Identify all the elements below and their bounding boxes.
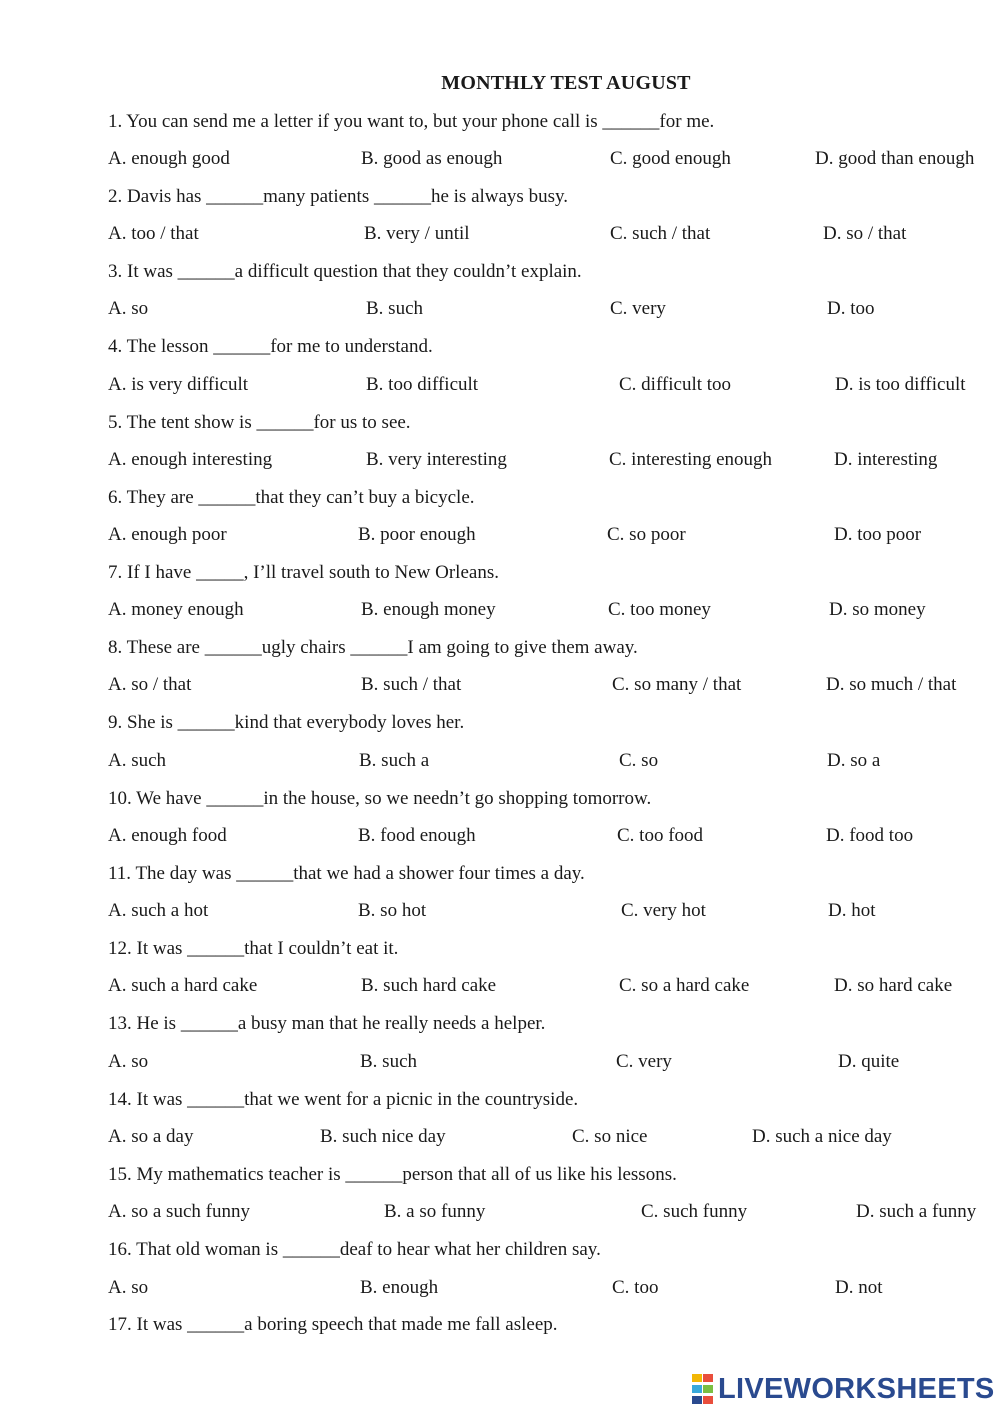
page-title: MONTHLY TEST AUGUST [441, 72, 691, 94]
question-14-option-a: A. so a day [108, 1126, 194, 1147]
question-16-option-a: A. so [108, 1277, 149, 1298]
question-11-option-b: B. so hot [358, 900, 427, 921]
question-13-option-c: C. very [616, 1051, 672, 1072]
question-2-option-c: C. such / that [610, 223, 711, 244]
question-2-option-a: A. too / that [108, 223, 199, 244]
question-11: 11. The day was ______that we had a shower four times a day. [108, 863, 585, 884]
question-7-option-a: A. money enough [108, 599, 244, 620]
question-10-option-a: A. enough food [108, 825, 227, 846]
question-13-option-d: D. quite [838, 1051, 900, 1072]
question-3-option-b: B. such [366, 298, 423, 319]
question-6-option-c: C. so poor [607, 524, 686, 545]
question-15: 15. My mathematics teacher is ______person that all of us like his lessons. [108, 1164, 677, 1185]
question-14-option-b: B. such nice day [320, 1126, 446, 1147]
question-3: 3. It was ______a difficult question that they couldn’t explain. [108, 261, 582, 282]
question-17: 17. It was ______a boring speech that made me fall asleep. [108, 1314, 558, 1335]
question-5-option-c: C. interesting enough [609, 449, 773, 470]
question-8-option-d: D. so much / that [826, 674, 957, 695]
question-14-option-d: D. such a nice day [752, 1126, 892, 1147]
question-1-option-c: C. good enough [610, 148, 731, 169]
question-5: 5. The tent show is ______for us to see. [108, 412, 411, 433]
question-16-option-c: C. too [612, 1277, 659, 1298]
question-2-option-b: B. very / until [364, 223, 470, 244]
question-5-option-b: B. very interesting [366, 449, 507, 470]
question-2: 2. Davis has ______many patients ______he is always busy. [108, 186, 568, 207]
question-13-option-a: A. so [108, 1051, 149, 1072]
question-12-option-d: D. so hard cake [834, 975, 953, 996]
question-5-option-d: D. interesting [834, 449, 938, 470]
question-4-option-a: A. is very difficult [108, 374, 249, 395]
question-8-option-b: B. such / that [361, 674, 462, 695]
question-10: 10. We have ______in the house, so we needn’t go shopping tomorrow. [108, 788, 652, 809]
question-7-option-d: D. so money [829, 599, 926, 620]
question-11-option-d: D. hot [828, 900, 876, 921]
question-6-option-a: A. enough poor [108, 524, 227, 545]
question-11-option-c: C. very hot [621, 900, 706, 921]
question-6: 6. They are ______that they can’t buy a bicycle. [108, 487, 475, 508]
question-16: 16. That old woman is ______deaf to hear what her children say. [108, 1239, 601, 1260]
question-12: 12. It was ______that I couldn’t eat it. [108, 938, 399, 959]
question-15-option-a: A. so a such funny [108, 1201, 250, 1222]
question-4: 4. The lesson ______for me to understand. [108, 336, 433, 357]
question-7-option-c: C. too money [608, 599, 711, 620]
question-2-option-d: D. so / that [823, 223, 907, 244]
question-12-option-b: B. such hard cake [361, 975, 497, 996]
question-9-option-b: B. such a [359, 750, 430, 771]
question-10-option-c: C. too food [617, 825, 704, 846]
question-8-option-a: A. so / that [108, 674, 192, 695]
question-4-option-d: D. is too difficult [835, 374, 966, 395]
question-5-option-a: A. enough interesting [108, 449, 273, 470]
question-3-option-d: D. too [827, 298, 875, 319]
question-13: 13. He is ______a busy man that he really needs a helper. [108, 1013, 546, 1034]
question-15-option-c: C. such funny [641, 1201, 748, 1222]
question-6-option-b: B. poor enough [358, 524, 476, 545]
question-15-option-b: B. a so funny [384, 1201, 486, 1222]
question-3-option-a: A. so [108, 298, 149, 319]
question-3-option-c: C. very [610, 298, 666, 319]
question-8-option-c: C. so many / that [612, 674, 742, 695]
question-6-option-d: D. too poor [834, 524, 922, 545]
question-12-option-a: A. such a hard cake [108, 975, 258, 996]
question-15-option-d: D. such a funny [856, 1201, 977, 1222]
question-16-option-d: D. not [835, 1277, 883, 1298]
question-11-option-a: A. such a hot [108, 900, 209, 921]
question-1-option-d: D. good than enough [815, 148, 975, 169]
question-9-option-c: C. so [619, 750, 659, 771]
question-8: 8. These are ______ugly chairs ______I am going to give them away. [108, 637, 638, 658]
question-10-option-d: D. food too [826, 825, 914, 846]
question-4-option-c: C. difficult too [619, 374, 732, 395]
liveworksheets-logo-text: LIVEWORKSHEETS [718, 1372, 995, 1405]
question-7: 7. If I have _____, I’ll travel south to New Orleans. [108, 562, 499, 583]
question-4-option-b: B. too difficult [366, 374, 479, 395]
liveworksheets-logo [692, 1372, 995, 1406]
question-10-option-b: B. food enough [358, 825, 476, 846]
question-9: 9. She is ______kind that everybody loves her. [108, 712, 465, 733]
question-1-option-b: B. good as enough [361, 148, 503, 169]
question-1: 1. You can send me a letter if you want to, but your phone call is ______for me. [108, 111, 715, 132]
question-9-option-d: D. so a [827, 750, 881, 771]
question-12-option-c: C. so a hard cake [619, 975, 750, 996]
question-9-option-a: A. such [108, 750, 167, 771]
question-7-option-b: B. enough money [361, 599, 496, 620]
question-14-option-c: C. so nice [572, 1126, 648, 1147]
question-13-option-b: B. such [360, 1051, 417, 1072]
question-16-option-b: B. enough [360, 1277, 439, 1298]
liveworksheets-logo-icon [692, 1374, 714, 1404]
question-1-option-a: A. enough good [108, 148, 230, 169]
question-14: 14. It was ______that we went for a picnic in the countryside. [108, 1089, 579, 1110]
